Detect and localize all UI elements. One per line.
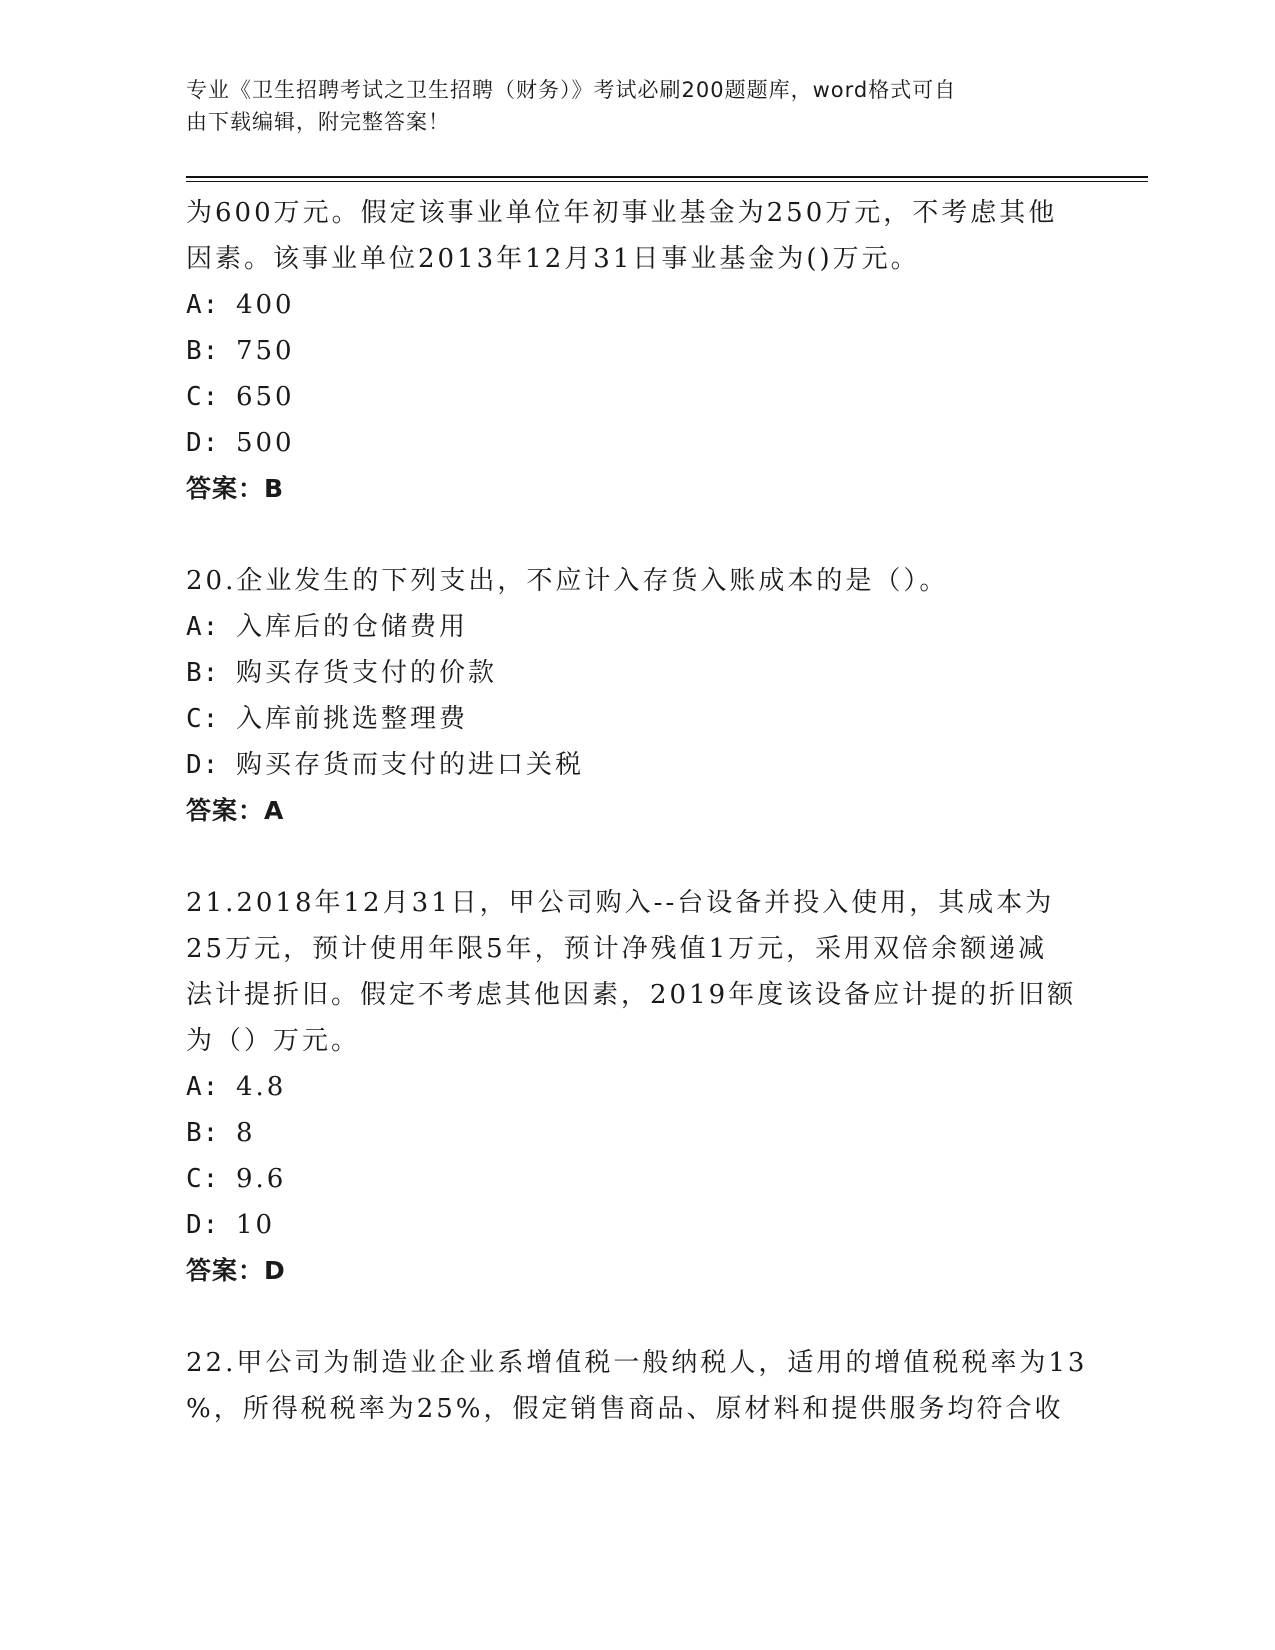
header-rule-thin	[186, 181, 1148, 182]
question-stem-line: 法计提折旧。假定不考虑其他因素，2019年度该设备应计提的折旧额	[186, 980, 1077, 1010]
option-a	[186, 1064, 1086, 1110]
option-key: C:	[186, 382, 220, 412]
option-b	[186, 328, 1086, 374]
option-text: 650	[235, 382, 295, 412]
option-c	[186, 374, 1086, 420]
option-text: 9.6	[235, 1164, 287, 1194]
question-list	[186, 190, 1086, 1432]
question-stem-line: 20.企业发生的下列支出，不应计入存货入账成本的是（）。	[186, 566, 949, 596]
option-b	[186, 650, 1086, 696]
option-key: A:	[186, 1072, 220, 1102]
option-text: 购买存货支付的价款	[235, 658, 497, 688]
option-text: 400	[235, 290, 295, 320]
answer-line: 答案：A	[186, 796, 285, 825]
option-b	[186, 1110, 1086, 1156]
question-stem-line: 为（）万元。	[186, 1026, 361, 1056]
question-block	[186, 1340, 1086, 1432]
option-key: D:	[186, 1210, 220, 1240]
option-text: 入库后的仓储费用	[235, 612, 468, 642]
question-stem-line: 21.2018年12月31日，甲公司购入--台设备并投入使用，其成本为	[186, 888, 1055, 918]
option-key: A:	[186, 612, 220, 642]
question-stem-line: 因素。该事业单位2013年12月31日事业基金为()万元。	[186, 244, 920, 274]
option-key: C:	[186, 1164, 220, 1194]
question-block	[186, 558, 1086, 834]
question-stem-line: %，所得税税率为25%，假定销售商品、原材料和提供服务均符合收	[186, 1394, 1064, 1424]
answer-line: 答案：D	[186, 1256, 286, 1285]
option-key: B:	[186, 336, 220, 366]
question-block	[186, 880, 1086, 1294]
option-key: B:	[186, 658, 220, 688]
option-d	[186, 420, 1086, 466]
option-key: A:	[186, 290, 220, 320]
option-key: D:	[186, 428, 220, 458]
question-block	[186, 190, 1086, 512]
option-c	[186, 696, 1086, 742]
option-a	[186, 604, 1086, 650]
header-rule-thick	[186, 176, 1148, 178]
option-a	[186, 282, 1086, 328]
option-text: 750	[235, 336, 295, 366]
option-text: 入库前挑选整理费	[235, 704, 468, 734]
option-d	[186, 1202, 1086, 1248]
option-c	[186, 1156, 1086, 1202]
option-d	[186, 742, 1086, 788]
answer-line: 答案：B	[186, 474, 285, 503]
question-stem-line: 为600万元。假定该事业单位年初事业基金为250万元，不考虑其他	[186, 198, 1058, 228]
document-header	[186, 74, 1066, 138]
question-stem-line: 25万元，预计使用年限5年，预计净残值1万元，采用双倍余额递减	[186, 934, 1048, 964]
option-key: D:	[186, 750, 220, 780]
header-line-1: 专业《卫生招聘考试之卫生招聘（财务）》考试必刷200题题库，word格式可自	[186, 78, 957, 102]
option-text: 8	[235, 1118, 256, 1148]
option-text: 4.8	[235, 1072, 287, 1102]
option-text: 500	[235, 428, 295, 458]
option-text: 10	[235, 1210, 276, 1240]
header-line-2: 由下载编辑，附完整答案！	[186, 110, 450, 134]
question-stem-line: 22.甲公司为制造业企业系增值税一般纳税人，适用的增值税税率为13	[186, 1348, 1088, 1378]
option-text: 购买存货而支付的进口关税	[235, 750, 584, 780]
option-key: B:	[186, 1118, 220, 1148]
option-key: C:	[186, 704, 220, 734]
